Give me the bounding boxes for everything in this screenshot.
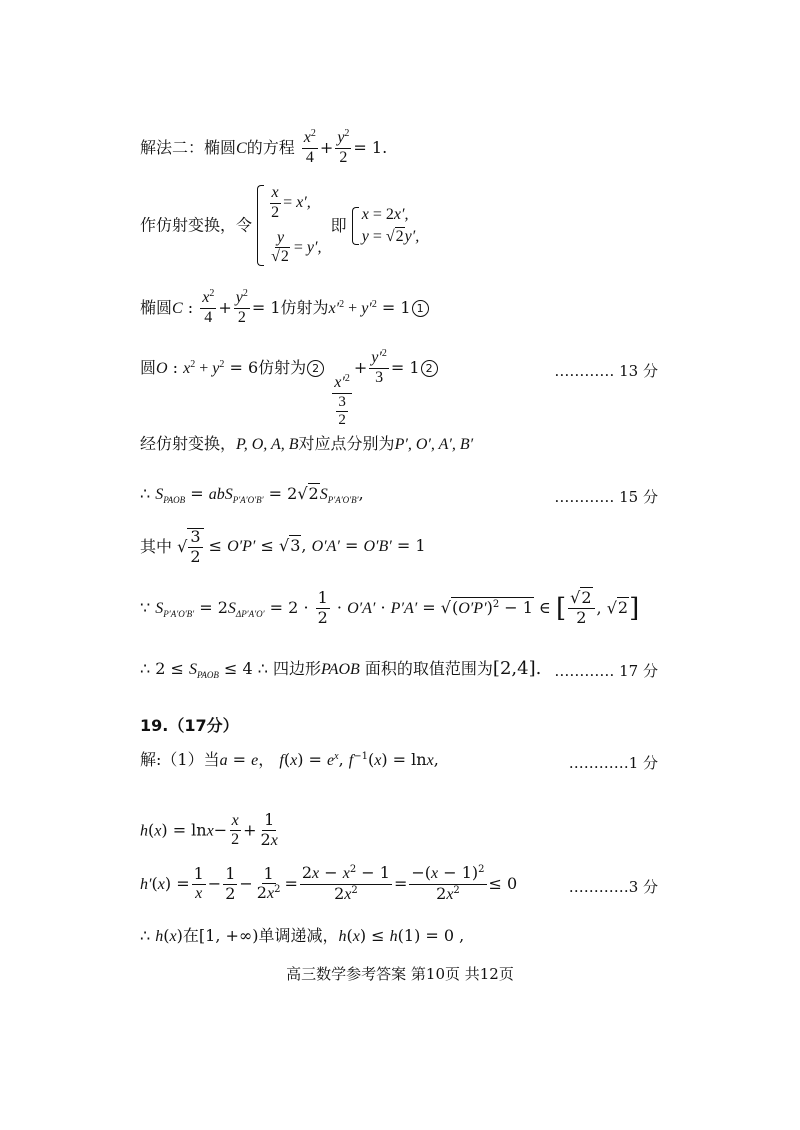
var-c: C	[236, 139, 247, 157]
score-3: …………3 分	[568, 878, 658, 896]
score-17: ………… 17 分	[554, 662, 658, 680]
line-ellipse-affine: 椭圆C : $\frac{x^2}{4}$ + $\frac{y^2}{2}$ = 1仿射为$x'^2 + y'^2 = 1$ 1	[140, 290, 430, 327]
fraction: $\frac{y^2}{2}$	[337, 128, 350, 166]
points: P, O, A, B	[236, 436, 299, 453]
text: 经仿射变换，	[140, 434, 237, 453]
text: 椭圆	[140, 297, 173, 317]
circled-number-2b: 2	[421, 360, 438, 377]
text: 解法二：椭圆	[140, 137, 237, 157]
line-hx-def: h(x) = lnx− $\frac{x}{2}$ + $\frac{1}{2x}$	[140, 810, 278, 849]
line-circle-affine: 圆O : $x^2 + y^2 = 6$仿射为 2 $\frac{x'^2}{\frac{3}{2}}$ + $\frac{y'^2}{3}$ = 1 2	[140, 350, 439, 429]
line-q19-part1: 解:（1）当a = e， $f(x) = e^x$, $f^{-1}(x) = \ln x$,	[140, 750, 439, 769]
line-area-ratio: ∴ $S_{PAOB} = abS_{P'A'O'B'} = 2√2S_{P'A'O'B'}$,	[140, 484, 364, 505]
system-left: $\frac{x}{2}$ = x′, $\frac{y}{√2}$ = y′,	[257, 185, 321, 266]
circled-number-1: 1	[412, 300, 429, 317]
circled-number-2: 2	[307, 360, 324, 377]
line-monotonic: ∴ h(x)在[1, +∞)单调递减，h(x) ≤ h(1) = 0 ,	[140, 926, 465, 945]
points-prime: P′, O′, A′, B′	[394, 436, 474, 453]
text: 圆	[140, 357, 157, 377]
line-conclusion: ∴ $2 \le S_{PAOB} \le 4$ ∴ 四边形PAOB 面积的取值范围为[2,4].	[140, 658, 542, 680]
line-affine-transform	[140, 185, 419, 266]
text: 对应点分别为	[298, 434, 395, 453]
score-15: ………… 15 分	[554, 488, 658, 506]
quad-name: PAOB	[321, 661, 360, 678]
line-hx-derivative: h′(x) = $\frac{1}{x}$ − $\frac{1}{2}$ − $\frac{1}{2x^2}$ = $\frac{2x - x^2 - 1}{2x^2}$ = $\frac{-(x - 1)^2}{2x^2}$ ≤ 0	[140, 863, 518, 903]
text: 面积的取值范围为	[364, 659, 493, 678]
text: 的方程	[246, 137, 295, 157]
fraction: $\frac{x^2}{4}$	[303, 128, 316, 166]
text: 作仿射变换，令	[140, 215, 253, 235]
text: 解:（1）当	[140, 750, 220, 769]
text: 在	[182, 926, 199, 945]
text: 仿射为	[258, 357, 307, 377]
page-footer: 高三数学参考答案 第10页 共12页	[286, 965, 514, 983]
system-right: x = 2x′, y = √2y′,	[352, 207, 420, 245]
text: 其中	[140, 536, 173, 556]
line-range-op: 其中 √ $\frac{3}{2}$ ≤ O′P′ ≤ √3, O′A′ = O′B′ = 1	[140, 527, 426, 566]
score-13: ………… 13 分	[554, 362, 658, 380]
text: 四边形	[272, 659, 321, 678]
line-ellipse-equation: 解法二：椭圆C的方程 $\frac{x^2}{4}$ + $\frac{y^2}{2}$ = 1.	[140, 128, 388, 166]
line-area-compute: ∵ $S_{P'A'O'B'} = 2S_{\Delta P'A'O'} = 2$ · $\frac{1}{2}$ · $O'A' \cdot P'A' = √(O'P')^2 - 1$ ∈ [ $\frac{√2}{2}$ , √2]	[140, 588, 640, 627]
text: 仿射为	[280, 297, 329, 317]
line-correspondence	[140, 436, 473, 453]
question-19-title: 19.（17分）	[140, 716, 239, 735]
score-1: …………1 分	[568, 754, 658, 772]
text: 单调递减，	[258, 926, 339, 945]
text: 即	[330, 215, 347, 235]
